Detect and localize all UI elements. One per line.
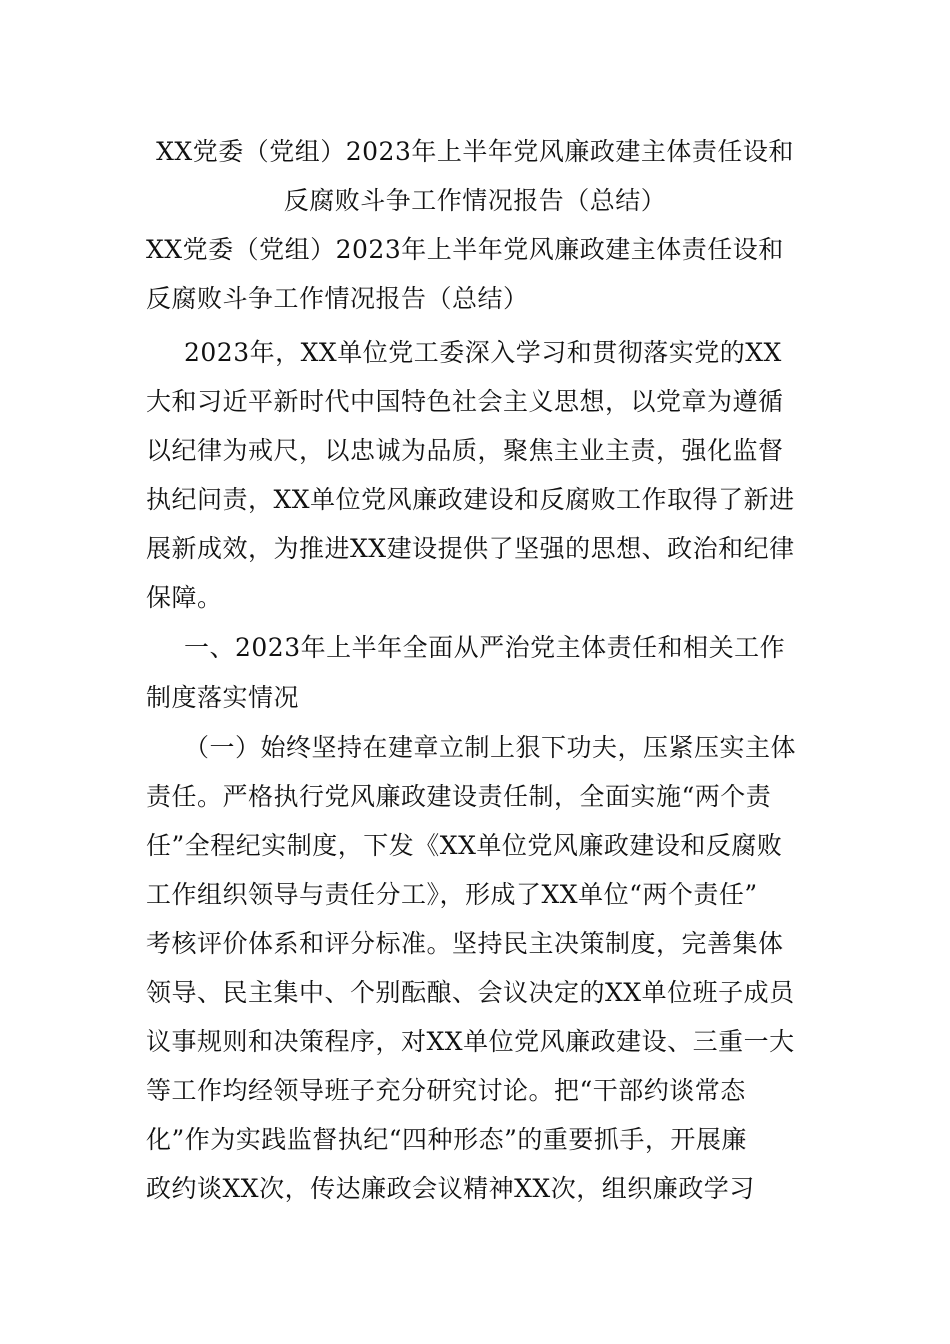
paragraph-1-line-2: 大和习近平新时代中国特色社会主义思想，以党章为遵循 xyxy=(146,387,784,416)
paragraph-2-line-5: 考核评价体系和评分标准。坚持民主决策制度，完善集体 xyxy=(146,929,784,958)
paragraph-1-line-5: 展新成效，为推进XX建设提供了坚强的思想、政治和纪律 xyxy=(146,534,795,563)
section-heading-line-2: 制度落实情况 xyxy=(146,683,300,712)
subtitle-line-1: XX党委（党组）2023年上半年党风廉政建主体责任设和 xyxy=(146,235,784,264)
document-title-line-2: 反腐败斗争工作情况报告（总结） xyxy=(283,186,667,215)
paragraph-2-line-7: 议事规则和决策程序，对XX单位党风廉政建设、三重一大 xyxy=(146,1027,795,1056)
document-title-line-1: XX党委（党组）2023年上半年党风廉政建主体责任设和 xyxy=(156,137,794,166)
paragraph-2-line-1: （一）始终坚持在建章立制上狠下功夫，压紧压实主体 xyxy=(184,733,797,762)
paragraph-2-line-3: 任”全程纪实制度，下发《XX单位党风廉政建设和反腐败 xyxy=(146,831,783,860)
paragraph-2-line-8: 等工作均经领导班子充分研究讨论。把“干部约谈常态 xyxy=(146,1076,746,1105)
section-heading-line-1: 一、2023年上半年全面从严治党主体责任和相关工作 xyxy=(184,633,786,662)
paragraph-2-line-2: 责任。严格执行党风廉政建设责任制，全面实施“两个责 xyxy=(146,782,772,811)
paragraph-2-line-9: 化”作为实践监督执纪“四种形态”的重要抓手，开展廉 xyxy=(146,1125,747,1154)
paragraph-2-line-4: 工作组织领导与责任分工》，形成了XX单位“两个责任” xyxy=(146,880,758,909)
paragraph-1-line-6: 保障。 xyxy=(146,583,223,612)
paragraph-2-line-10: 政约谈XX次，传达廉政会议精神XX次，组织廉政学习 xyxy=(146,1174,755,1203)
paragraph-1-line-4: 执纪问责，XX单位党风廉政建设和反腐败工作取得了新进 xyxy=(146,485,795,514)
paragraph-1-line-3: 以纪律为戒尺，以忠诚为品质，聚焦主业主责，强化监督 xyxy=(146,436,784,465)
paragraph-2-line-6: 领导、民主集中、个别酝酿、会议决定的XX单位班子成员 xyxy=(146,978,795,1007)
subtitle-line-2: 反腐败斗争工作情况报告（总结） xyxy=(146,284,529,313)
paragraph-1-line-1: 2023年，XX单位党工委深入学习和贯彻落实党的XX xyxy=(184,338,782,367)
